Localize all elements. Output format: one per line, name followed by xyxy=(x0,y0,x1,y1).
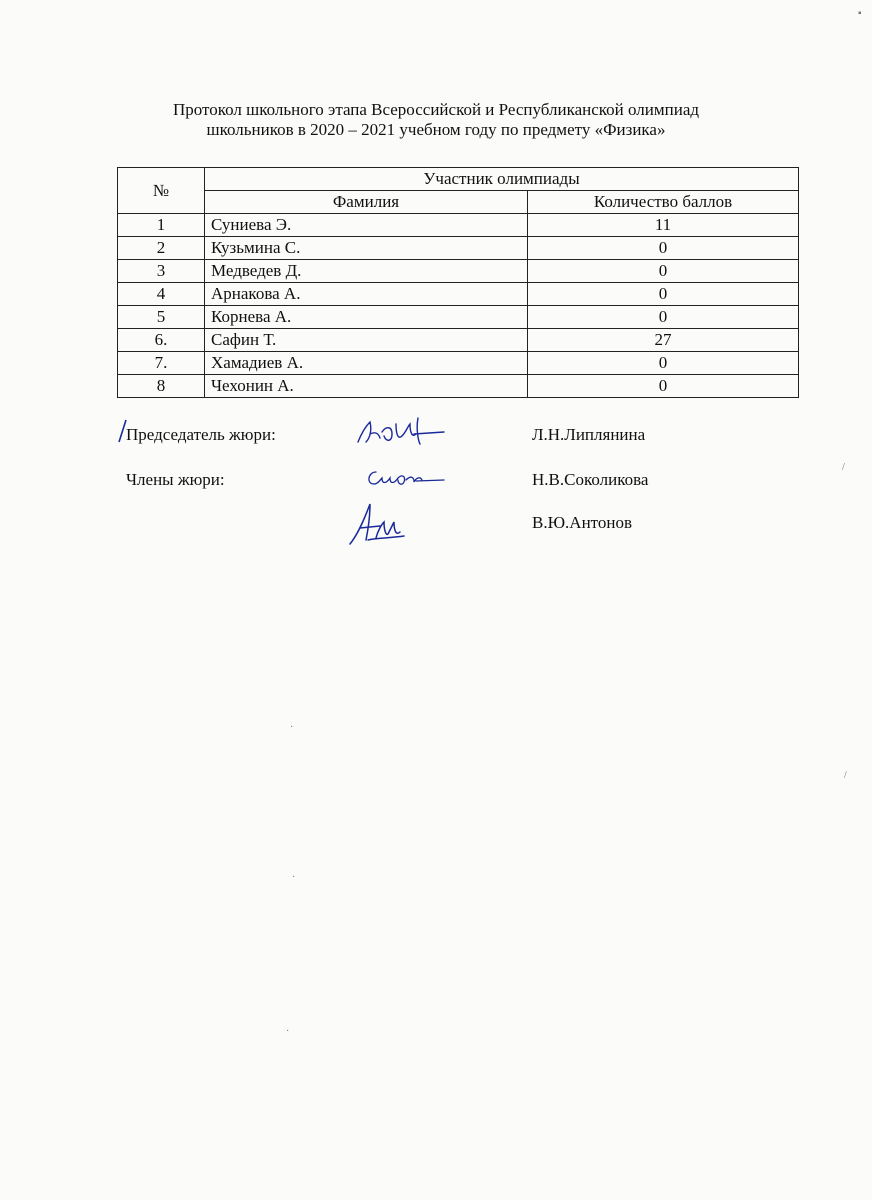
row-name: Сафин Т. xyxy=(205,329,528,352)
member2-signature-icon xyxy=(346,500,408,548)
row-name: Суниева Э. xyxy=(205,214,528,237)
row-score: 0 xyxy=(528,237,799,260)
row-number: 3 xyxy=(118,260,205,283)
table-row xyxy=(118,260,799,283)
table-row xyxy=(118,329,799,352)
table-row xyxy=(118,283,799,306)
title-line-2: школьников в 2020 – 2021 учебном году по предмету «Физика» xyxy=(206,120,666,139)
scan-speck: / xyxy=(842,462,845,473)
table-row xyxy=(118,352,799,375)
chair-name: Л.Н.Липлянина xyxy=(532,425,646,444)
row-name: Арнакова А. xyxy=(205,283,528,306)
scan-speck: · xyxy=(292,872,296,883)
document-title xyxy=(100,100,772,140)
row-score: 0 xyxy=(528,260,799,283)
scan-speck: · xyxy=(286,1026,290,1037)
row-number: 5 xyxy=(118,306,205,329)
row-number: 2 xyxy=(118,237,205,260)
table-row xyxy=(118,306,799,329)
header-score: Количество баллов xyxy=(528,191,799,214)
scan-speck: ▪ xyxy=(858,8,862,19)
row-number: 1 xyxy=(118,214,205,237)
row-number: 8 xyxy=(118,375,205,398)
header-number: № xyxy=(118,168,205,214)
row-number: 6. xyxy=(118,329,205,352)
member1-signature-icon xyxy=(362,462,446,492)
row-score: 0 xyxy=(528,375,799,398)
member2-name: В.Ю.Антонов xyxy=(532,513,633,532)
title-line-1: Протокол школьного этапа Всероссийской и Республиканской олимпиад xyxy=(172,100,700,119)
row-score: 0 xyxy=(528,352,799,375)
members-label: Члены жюри: xyxy=(126,470,225,489)
row-score: 27 xyxy=(528,329,799,352)
table-header-row xyxy=(118,168,799,191)
row-number: 4 xyxy=(118,283,205,306)
row-name: Медведев Д. xyxy=(205,260,528,283)
row-score: 11 xyxy=(528,214,799,237)
row-name: Чехонин А. xyxy=(205,375,528,398)
scan-speck: · xyxy=(290,722,294,733)
chair-signature-icon xyxy=(352,412,448,452)
chair-label: Председатель жюри: xyxy=(126,425,276,444)
header-participant: Участник олимпиады xyxy=(205,168,799,191)
row-name: Корнева А. xyxy=(205,306,528,329)
row-score: 0 xyxy=(528,283,799,306)
table-row xyxy=(118,375,799,398)
row-number: 7. xyxy=(118,352,205,375)
header-surname: Фамилия xyxy=(205,191,528,214)
member1-name: Н.В.Соколикова xyxy=(532,470,649,489)
results-table xyxy=(117,167,799,398)
row-name: Кузьмина С. xyxy=(205,237,528,260)
scan-speck: / xyxy=(844,770,847,781)
table-subheader-row xyxy=(118,191,799,214)
row-name: Хамадиев А. xyxy=(205,352,528,375)
row-score: 0 xyxy=(528,306,799,329)
table-row xyxy=(118,237,799,260)
table-row xyxy=(118,214,799,237)
